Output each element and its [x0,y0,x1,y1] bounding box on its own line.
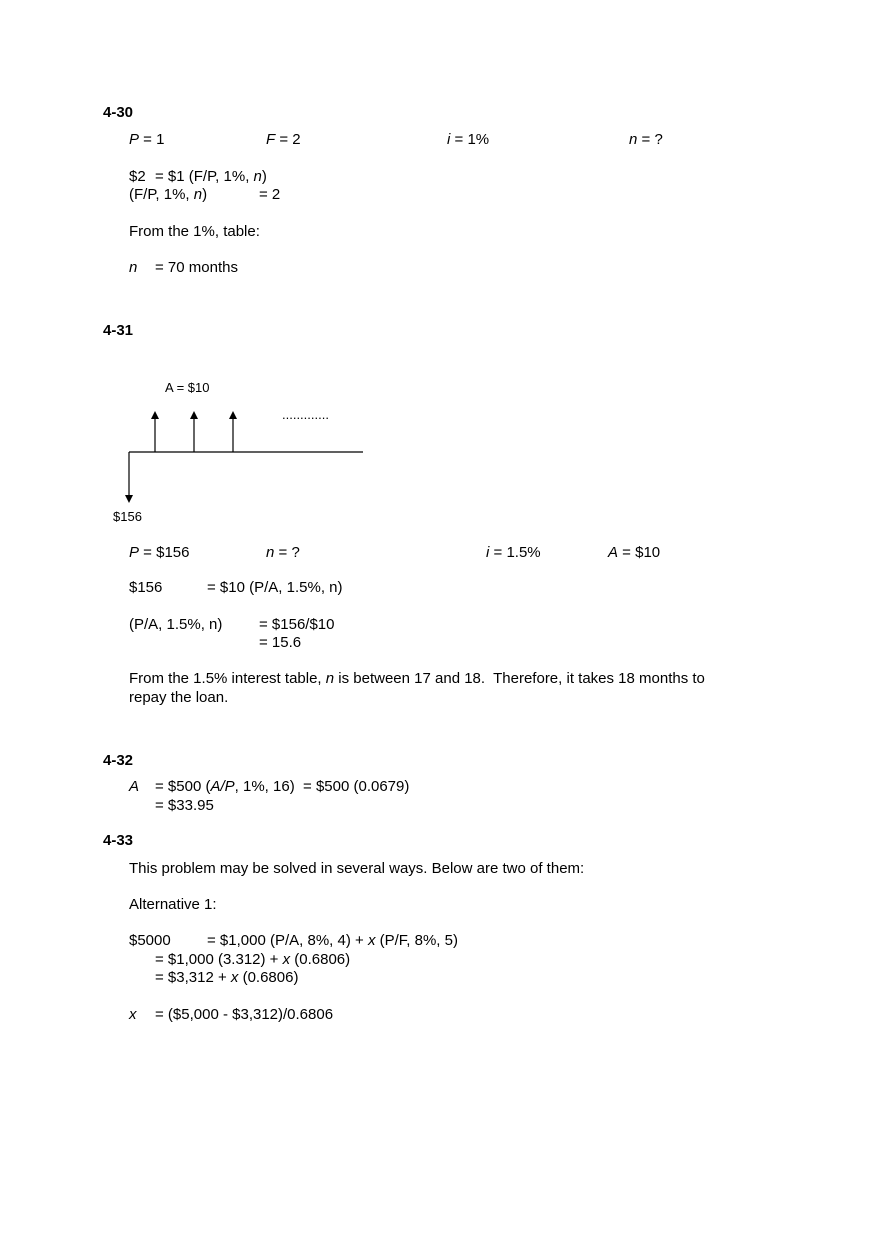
present-value-label: $156 [113,509,142,524]
eq1-left: $2 [129,168,146,185]
from-table-text: From the 1%, table: [129,223,260,240]
given-n: n = ? [266,544,300,561]
eq2-left: (F/P, 1%, n) [129,186,208,203]
eq-line-3: = $3,312 + x (0.6806) [155,969,299,986]
annuity-var: A [129,778,140,795]
alternative-1-label: Alternative 1: [129,896,217,913]
given-i: i = 1.5% [486,544,541,561]
given-n: n = ? [629,131,663,148]
given-f: F = 2 [266,131,301,148]
receipt-arrow-2 [190,411,198,452]
eq1-right: = $10 (P/A, 1.5%, n) [207,579,343,596]
intro-text: This problem may be solved in several ways. Below are two of them: [129,860,585,877]
annuity-label: A = $10 [165,380,210,395]
receipt-arrow-1 [151,411,159,452]
problem-4-30-heading: 4-30 [103,104,134,121]
eq2-right-1: = $156/$10 [259,616,335,633]
cash-flow-svg [100,370,380,530]
problem-4-31-heading: 4-31 [103,322,134,339]
x-equation: = ($5,000 - $3,312)/0.6806 [155,1006,334,1023]
receipt-arrow-3 [229,411,237,452]
eq2-right: = 2 [259,186,281,203]
x-var: x [129,1006,137,1023]
eq2-right-2: = 15.6 [259,634,302,651]
problem-4-32-heading: 4-32 [103,752,134,769]
eq-left: $5000 [129,932,171,949]
result-var: n [129,259,138,276]
eq-line-2: = $1,000 (3.312) + x (0.6806) [155,951,351,968]
continuation-dots: ............. [282,407,329,422]
annuity-eq-2: = $33.95 [155,797,214,814]
result-value: = 70 months [155,259,238,276]
annuity-eq-1: = $500 (A/P, 1%, 16) = $500 (0.0679) [155,778,410,795]
cash-flow-diagram [100,370,380,530]
given-i: i = 1% [447,131,490,148]
conclusion-line-2: repay the loan. [129,689,229,706]
eq1-left: $156 [129,579,163,596]
given-a: A = $10 [608,544,661,561]
payment-arrow [125,452,133,503]
conclusion-line-1: From the 1.5% interest table, n is between 17 and 18. Therefore, it takes 18 months to [129,670,705,687]
eq2-left: (P/A, 1.5%, n) [129,616,223,633]
eq1-right: = $1 (F/P, 1%, n) [155,168,267,185]
given-p: P = $156 [129,544,190,561]
problem-4-33-heading: 4-33 [103,832,134,849]
eq-line-1: = $1,000 (P/A, 8%, 4) + x (P/F, 8%, 5) [207,932,458,949]
given-p: P = 1 [129,131,165,148]
